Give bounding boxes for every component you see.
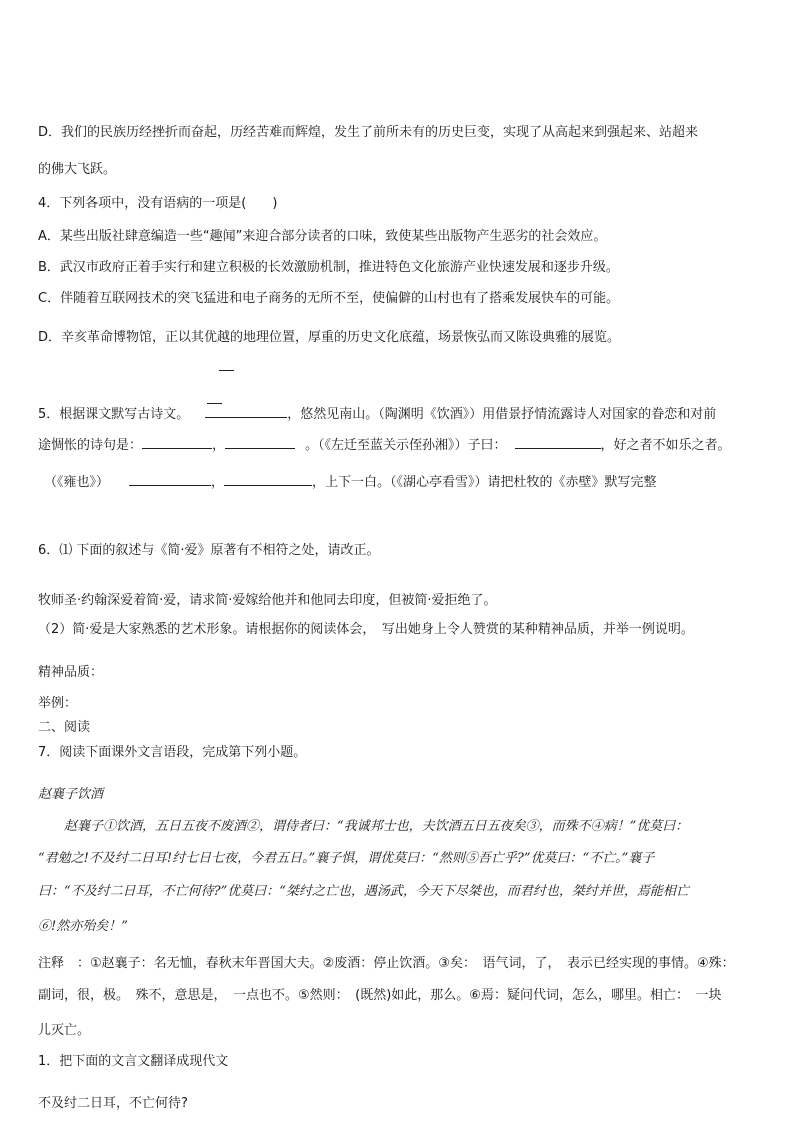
q5-line3-source: （《雍也》） [44,475,110,490]
q7-subquestion-1: 1．把下面的文言文翻译成现代文 [38,1054,229,1069]
stray-dash-mark [207,403,222,404]
q6-part1: 6．⑴ 下面的叙述与《简·爱》原著有不相符之处，请改正。 [38,543,380,558]
answer-blank[interactable] [515,436,601,449]
q5-line2-end: ，好之者不如乐之者。 [600,438,731,453]
q4-option-b: B．武汉市政府正着手实行和建立积极的长效激励机制，推进特色文化旅游产业快速发展和逐步升级。 [38,260,619,275]
q6-statement: 牧师圣·约翰深爱着简·爱，请求简·爱嫁给他并和他同去印度，但被简·爱拒绝了。 [38,593,497,608]
q7-notes-line3: 儿灭亡。 [38,1023,91,1038]
q4-option-d: D．辛亥革命博物馆，正以其优越的地理位置，厚重的历史文化底蕴，场景恢弘而又陈设典雅的展览。 [38,330,621,345]
q4-stem: 4．下列各项中，没有语病的一项是( ) [38,196,278,211]
q5-line2-lead: 途惆怅的诗句是： [38,438,143,453]
section-title-reading: 二、阅读 [38,720,91,735]
q5-line1-text: ，悠然见南山。（陶渊明《饮酒》）用借景抒情流露诗人对国家的眷恋和对前 [287,407,717,422]
q6-part2: （2）简·爱是大家熟悉的艺术形象。请根据你的阅读体会， 写出她身上令人赞赏的某种精神品质，并举一例说明。 [38,622,694,637]
q5-line3-end: ，上下一白。（《湖心亭看雪》）请把杜牧的《赤壁》默写完整 [312,475,657,490]
q7-passage-title: 赵襄子饮酒 [38,787,104,802]
q7-passage-line3: 曰：“不及纣二日耳，不亡何待?”优莫曰：“桀纣之亡也，遇汤武，今天下尽桀也，而君纣也，桀纣并世，焉能相亡 [38,884,689,899]
q7-passage-line1: 赵襄子①饮酒，五日五夜不废酒②，谓侍者曰：“我诚邦士也，夫饮酒五日五夜矣③，而殊不④病！”优莫曰： [64,819,689,834]
stray-dash-mark [219,370,234,371]
answer-blank[interactable] [142,436,212,449]
answer-blank[interactable] [129,473,211,486]
answer-blank[interactable] [225,436,295,449]
q5-line2-comma: ， [212,438,226,453]
q7-stem: 7．阅读下面课外文言语段，完成第下列小题。 [38,745,307,760]
q5-instruction: 5．根据课文默写古诗文。 [38,407,190,422]
q7-passage-line4: ⑥!然亦殆矣！” [38,919,128,934]
q3-option-d-line2: 的佛大飞跃。 [38,162,117,177]
q7-notes-line2: 副词，很，极。 殊不，意思是， 一点也不。⑤然则： (既然)如此，那么。⑥焉：疑问代词，怎么，哪里。相亡： 一块 [38,988,722,1003]
q4-option-a: A．某些出版社肆意编造一些“趣闻”来迎合部分读者的口味，致使某些出版物产生恶劣的社会效应。 [38,229,607,244]
q7-sub1-sentence: 不及纣二日耳，不亡何待? [38,1096,188,1111]
q5-line2-mid: 。（《左迁至蓝关示侄孙湘》）子曰： [305,438,507,453]
q5-line3-comma: ， [211,475,225,490]
q4-option-c: C．伴随着互联网技术的突飞猛进和电子商务的无所不至，使偏僻的山村也有了搭乘发展快车的可能。 [38,291,620,306]
q7-notes-line1: 注释 ：①赵襄子：名无恤，春秋末年晋国大夫。②废酒：停止饮酒。③矣： 语气词，了， 表示已经实现的事情。④殊： [38,956,735,971]
q6-quality-label: 精神品质： [38,665,104,680]
q5-line3 [44,473,657,492]
q7-passage-line2: “君勉之!不及纣二日耳!纣七日七夜，今君五日。”襄子惧，谓优莫曰：“然则⑤吾亡乎?”优莫曰：“不亡。”襄子 [38,851,655,866]
q5-line1 [38,405,716,424]
q3-option-d-line1: D．我们的民族历经挫折而奋起，历经苦难而辉煌，发生了前所未有的历史巨变，实现了从高起来到强起来、站超来 [38,125,699,140]
q6-example-label: 举例： [38,696,78,711]
q5-line2 [38,436,731,455]
answer-blank[interactable] [205,405,287,418]
answer-blank[interactable] [224,473,312,486]
